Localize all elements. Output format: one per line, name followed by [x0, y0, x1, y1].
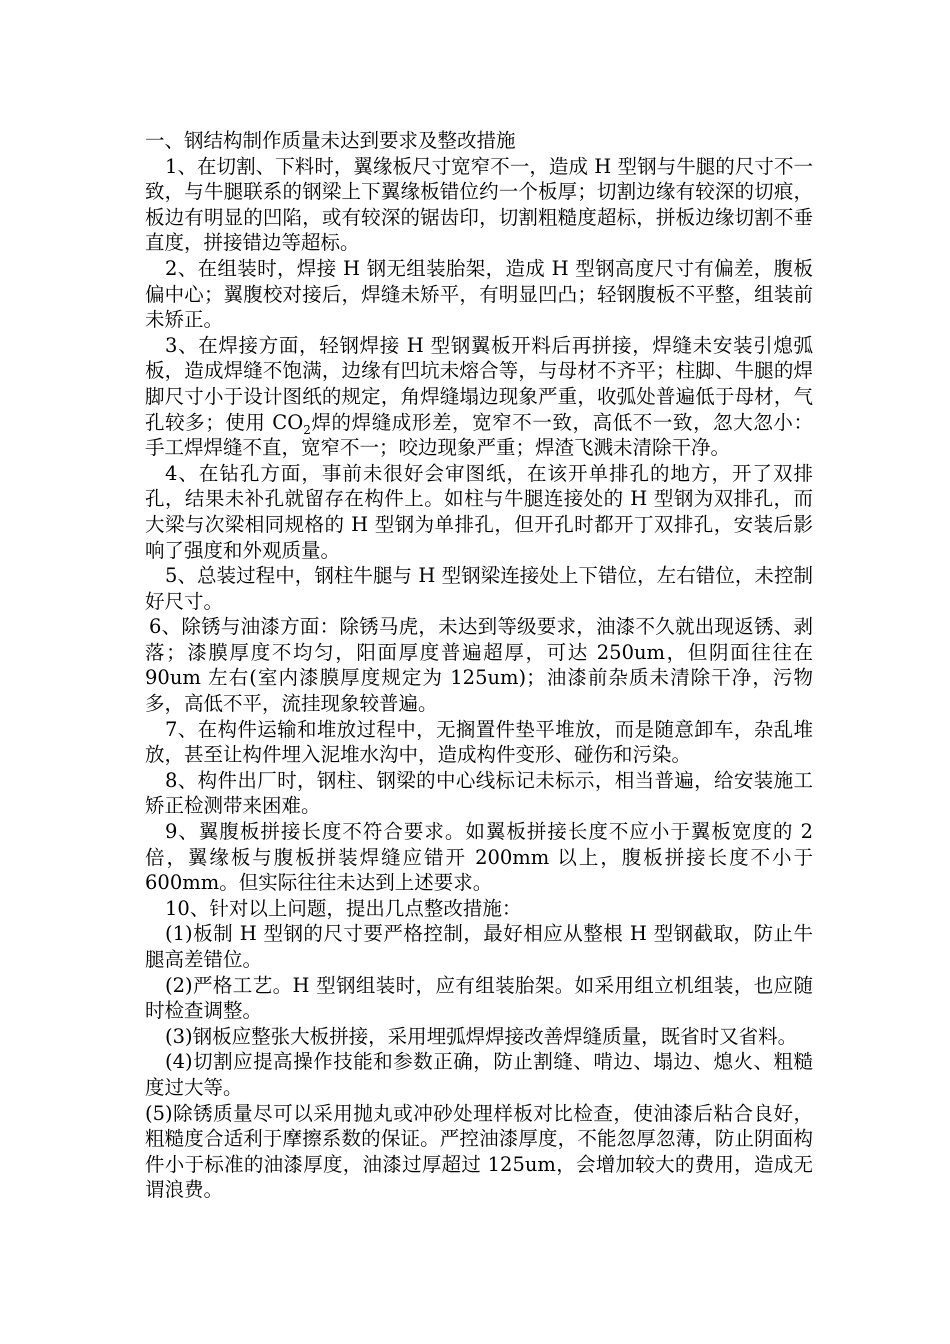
- paragraph-7: 7、在构件运输和堆放过程中，无搁置件垫平堆放，而是随意卸车，杂乱堆放，甚至让构件埋入泥堆水沟中，造成构件变形、碰伤和污染。: [145, 717, 813, 767]
- paragraph-5: 5、总装过程中，钢柱牛腿与 H 型钢梁连接处上下错位，左右错位，未控制好尺寸。: [145, 564, 813, 613]
- measure-2: (2)严格工艺。H 型钢组装时，应有组装胎架。如采用组立机组装，也应随时检查调整。: [145, 973, 813, 1023]
- paragraph-1: 1、在切割、下料时，翼缘板尺寸宽窄不一，造成 H 型钢与牛腿的尺寸不一致，与牛腿联系的钢梁上下翼缘板错位约一个板厚；切割边缘有较深的切痕，板边有明显的凹陷，或有较深的锯齿印，切割粗糙度超标，拼板边缘切割不垂直度，拼接错边等超标。: [145, 154, 813, 255]
- paragraph-8: 8、构件出厂时，钢柱、钢梁的中心线标记未标示，相当普遍，给安装施工矫正检测带来困难。: [145, 768, 813, 818]
- paragraph-10: 10、针对以上问题，提出几点整改措施：: [165, 896, 522, 920]
- document-body: [145, 128, 813, 1203]
- section-heading: 一、钢结构制作质量未达到要求及整改措施: [145, 129, 516, 152]
- paragraph-3: [145, 333, 813, 461]
- paragraph-6: 6、除锈与油漆方面：除锈马虎，未达到等级要求，油漆不久就出现返锈、剥落；漆膜厚度不均匀，阳面厚度普遍超厚，可达 250um，但阴面往往在 90um 左右(室内漆膜厚度规定为 125um)；油漆前杂质未清除干净，污物多，高低不平，流挂现象较普遍。: [145, 615, 813, 716]
- paragraph-2: 2、在组装时，焊接 H 钢无组装胎架，造成 H 型钢高度尺寸有偏差，腹板偏中心；翼腹校对接后，焊缝未矫平，有明显凹凸；轻钢腹板不平整，组装前未矫正。: [145, 256, 813, 332]
- paragraph-4: 4、在钻孔方面，事前未很好会审图纸，在该开单排孔的地方，开了双排孔，结果未补孔就留存在构件上。如柱与牛腿连接处的 H 型钢为双排孔，而大梁与次梁相同规格的 H 型钢为单排孔，但开孔时都开丁双排孔，安装后影响了强度和外观质量。: [145, 461, 813, 562]
- measure-1: (1)板制 H 型钢的尺寸要严格控制，最好相应从整根 H 型钢截取，防止牛腿高差错位。: [145, 922, 813, 971]
- paragraph-9: 9、翼腹板拼接长度不符合要求。如翼板拼接长度不应小于翼板宽度的 2 倍，翼缘板与腹板拼装焊缝应错开 200mm 以上，腹板拼接长度不小于 600mm。但实际往往未达到上述要求。: [145, 820, 813, 895]
- co2-subscript: 2: [303, 422, 311, 437]
- measure-4: (4)切割应提高操作技能和参数正确，防止割缝、啃边、塌边、熄火、粗糙度过大等。: [145, 1050, 813, 1099]
- measure-5: (5)除锈质量尽可以采用抛丸或冲砂处理样板对比检查，使油漆后粘合良好，粗糙度合适利于摩擦系数的保证。严控油漆厚度，不能忽厚忽薄，防止阴面构件小于标准的油漆厚度，油漆过厚超过 125um，会增加较大的费用，造成无谓浪费。: [145, 1101, 813, 1202]
- paragraph-3-part-a: 3、在焊接方面，轻钢焊接 H 型钢翼板开料后再拼接，焊缝未安装引熄弧板，造成焊缝不饱满，边缘有凹坑未熔合等，与母材不齐平；柱脚、牛腿的焊脚尺寸小于设计图纸的规定，角焊缝塌边现象严重，收弧处普遍低于母材，气孔较多；使用 CO: [145, 333, 813, 434]
- paragraph-3-part-b: 焊的焊缝成形差，宽窄不一致，高低不一致，忽大忽小：手工焊焊缝不直，宽窄不一；咬边现象严重；焊渣飞溅未清除干净。: [145, 410, 813, 460]
- measure-3: (3)钢板应整张大板拼接，采用埋弧焊焊接改善焊缝质量，既省时又省料。: [165, 1024, 798, 1048]
